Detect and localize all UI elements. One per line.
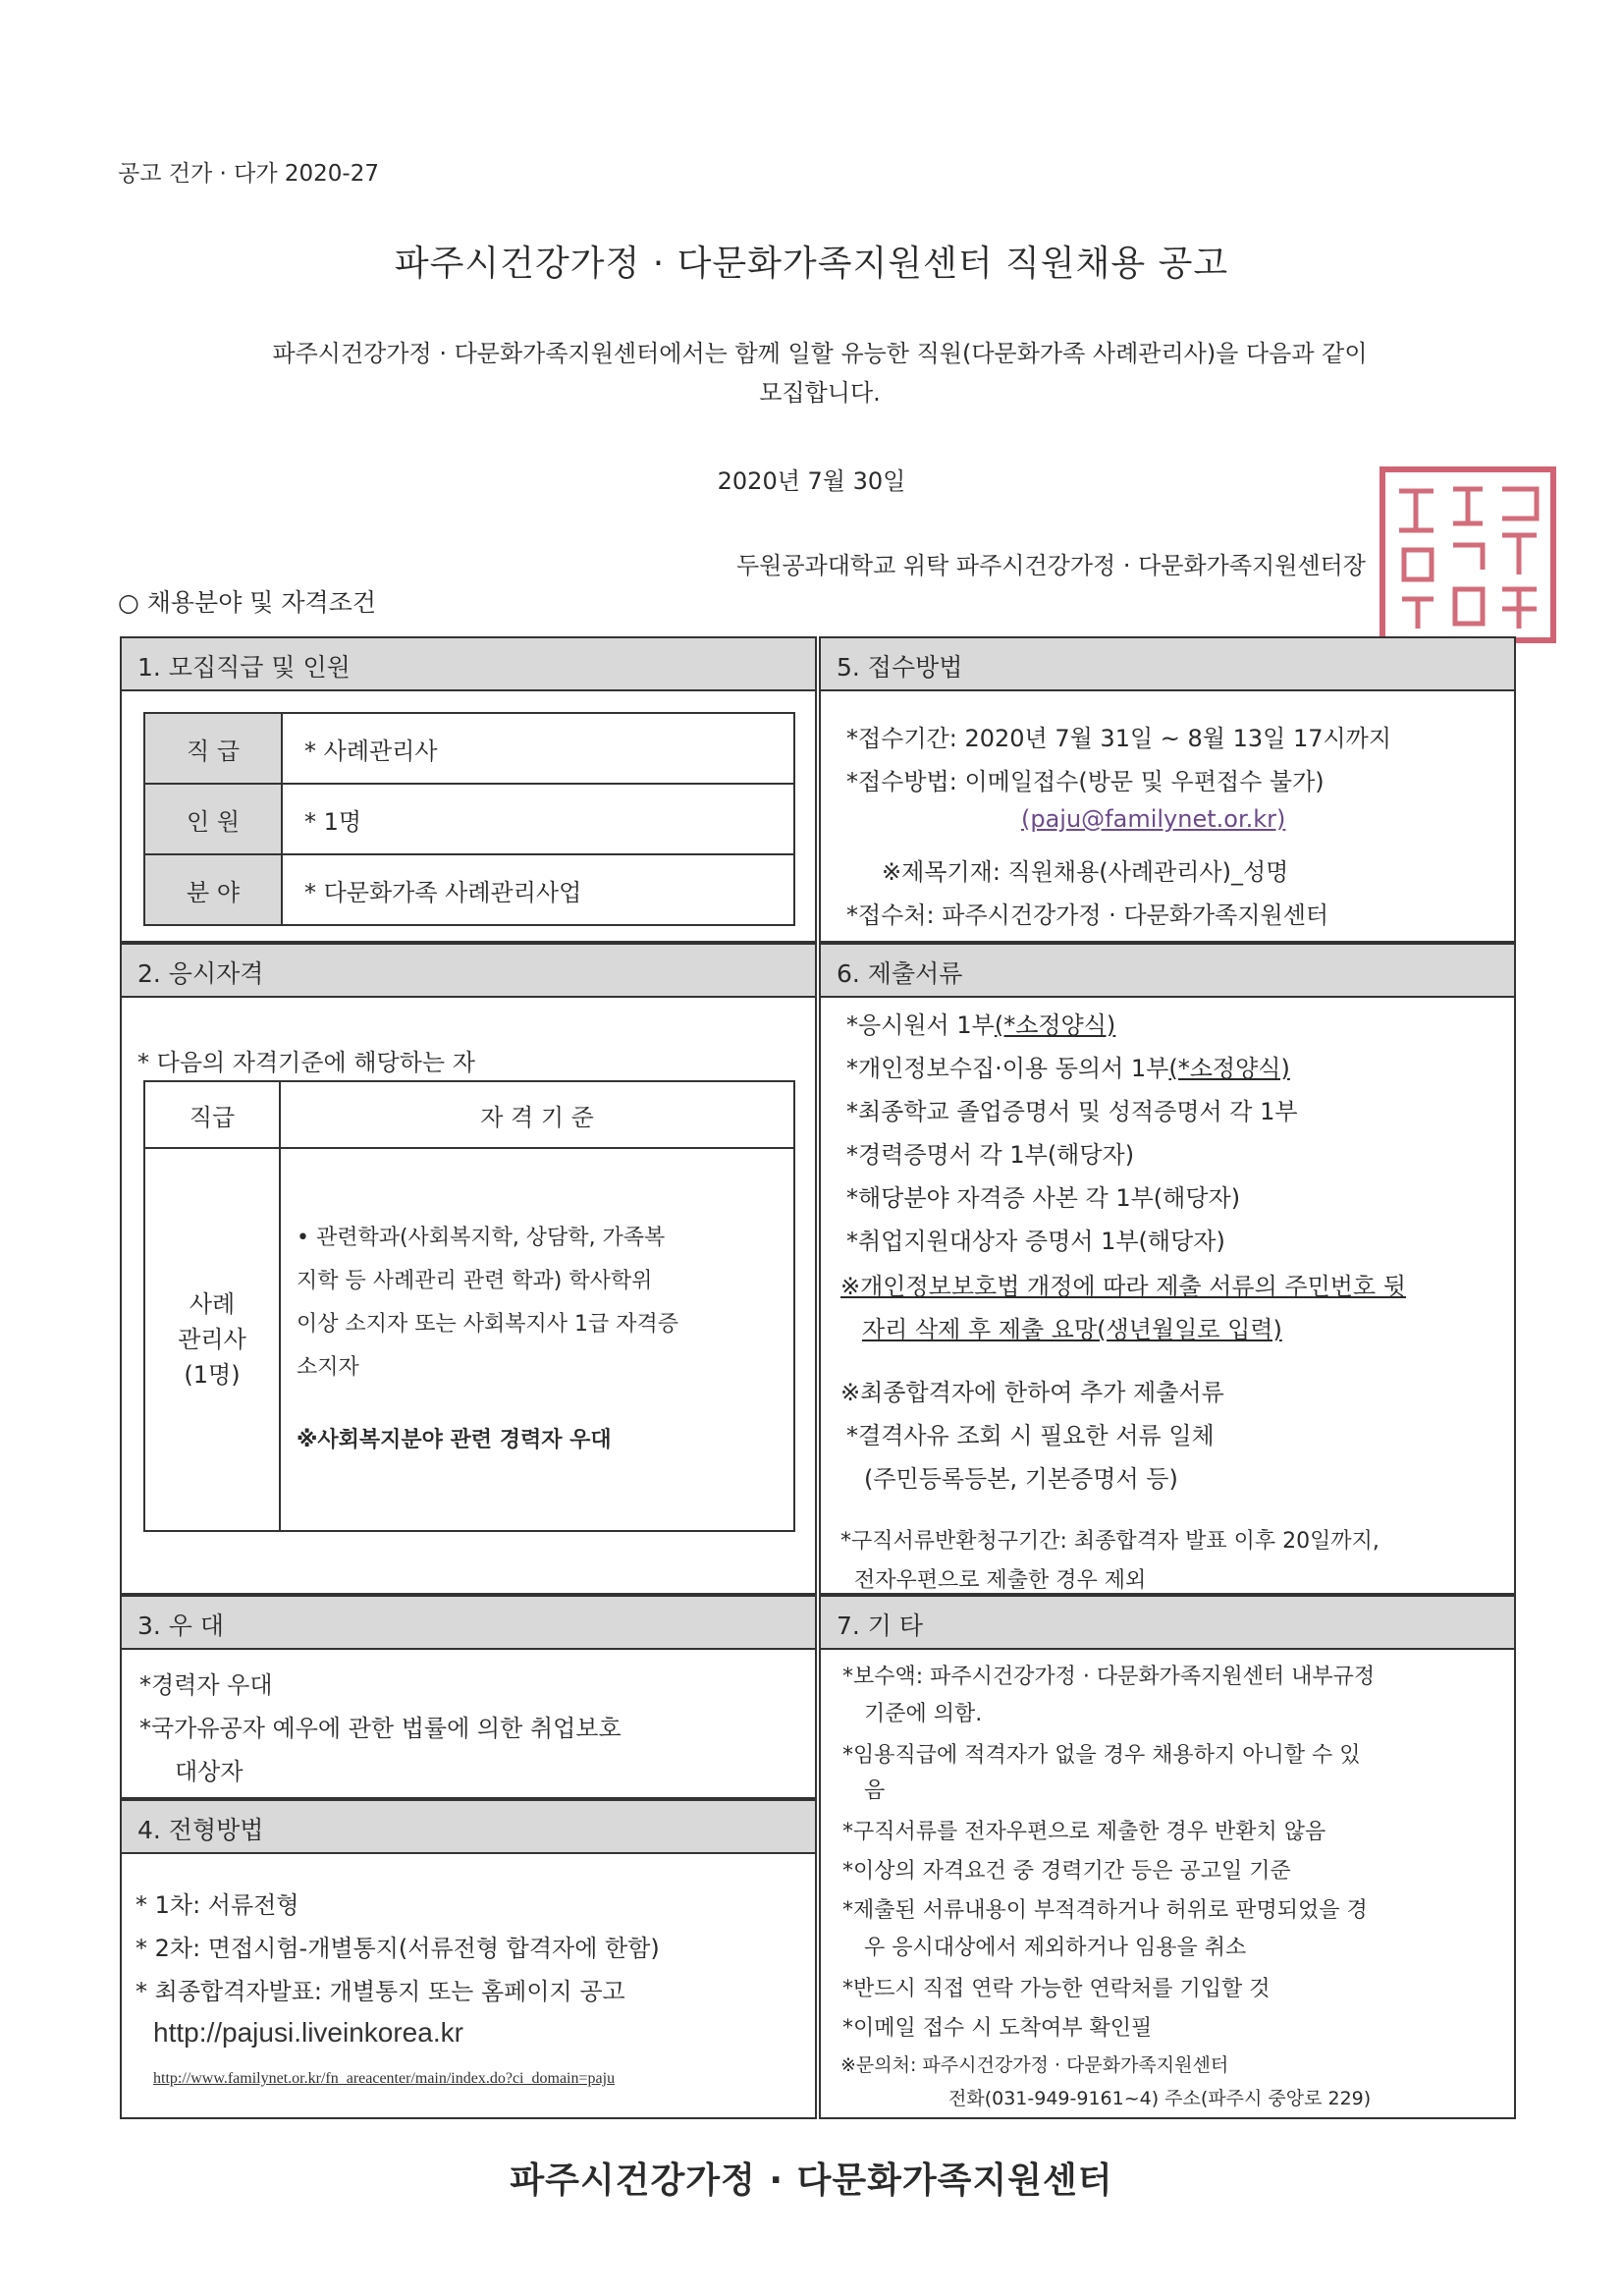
panel-title: 2. 응시자격	[122, 945, 815, 998]
doc-final-line-1: *결격사유 조회 시 필요한 서류 일체	[846, 1422, 1215, 1449]
application-email[interactable]: (paju@familynet.or.kr)	[1021, 805, 1286, 833]
panel-title: 6. 제출서류	[821, 945, 1514, 998]
footer-organization: 파주시건강가정 · 다문화가족지원센터	[510, 2160, 1113, 2201]
value-rank: * 사례관리사	[282, 713, 794, 784]
label-field: 분 야	[144, 854, 282, 925]
recruitment-table	[143, 712, 795, 926]
rank-line-1: 사례	[189, 1290, 236, 1318]
doc-form-1: (*소정양식)	[994, 1011, 1116, 1039]
intro-text	[137, 334, 1502, 412]
etc-line-9: *반드시 직접 연락 가능한 연락처를 기입할 것	[842, 1977, 1271, 2001]
doc-final-note: ※최종합격자에 한하여 추가 제출서류	[840, 1379, 1224, 1406]
label-headcount: 인 원	[144, 784, 282, 854]
etc-line-7: *제출된 서류내용이 부적격하거나 허위로 판명되었을 경	[842, 1898, 1368, 1923]
col-criteria: 자 격 기 준	[280, 1081, 794, 1148]
etc-contact-2: 전화(031-949-9161~4) 주소(파주시 중앙로 229)	[948, 2088, 1372, 2109]
rank-line-2: 관리사	[178, 1326, 246, 1353]
familynet-link[interactable]: http://www.familynet.or.kr/fn_areacenter/main/index.do?ci_domain=paju	[153, 2070, 616, 2087]
criteria-line-1: • 관련학과(사회복지학, 상담학, 가족복	[297, 1226, 666, 1250]
panel-title: 7. 기 타	[821, 1597, 1514, 1650]
label-rank: 직 급	[144, 713, 282, 784]
criteria-line-2: 지학 등 사례관리 관련 학과) 학사학위	[297, 1269, 653, 1293]
panel-title: 3. 우 대	[122, 1597, 815, 1650]
rank-line-3: (1명)	[184, 1361, 241, 1389]
issuing-organization: 두원공과대학교 위탁 파주시건강가정 · 다문화가족지원센터장	[736, 552, 1366, 579]
etc-line-3: *임용직급에 적격자가 없을 경우 채용하지 아니할 수 있	[842, 1743, 1361, 1768]
doc-line-5: *해당분야 자격증 사본 각 1부(해당자)	[846, 1184, 1241, 1212]
selection-line-1: * 1차: 서류전형	[135, 1891, 299, 1919]
application-place: *접수처: 파주시건강가정 · 다문화가족지원센터	[846, 902, 1329, 929]
panel-title: 5. 접수방법	[821, 638, 1514, 691]
etc-line-8: 우 응시대상에서 제외하거나 임용을 취소	[864, 1936, 1247, 1960]
preference-line-3: 대상자	[175, 1758, 243, 1785]
preference-line-1: *경력자 우대	[139, 1671, 273, 1699]
application-method: *접수방법: 이메일접수(방문 및 우편접수 불가)	[846, 768, 1325, 795]
criteria-note: ※사회복지분야 관련 경력자 우대	[297, 1428, 612, 1452]
preference-line-2: *국가유공자 예우에 관한 법률에 의한 취업보호	[139, 1715, 622, 1742]
qualification-lead: * 다음의 자격기준에 해당하는 자	[137, 1049, 475, 1076]
panel-title: 1. 모집직급 및 인원	[122, 638, 815, 691]
etc-contact-1: ※문의처: 파주시건강가정 · 다문화가족지원센터	[840, 2054, 1229, 2076]
etc-line-6: *이상의 자격요건 중 경력기간 등은 공고일 기준	[842, 1859, 1291, 1884]
panel-title: 4. 전형방법	[122, 1801, 815, 1854]
etc-line-2: 기준에 의함.	[864, 1702, 983, 1726]
doc-return-line-1: *구직서류반환청구기간: 최종합격자 발표 이후 20일까지,	[840, 1529, 1380, 1554]
doc-line-6: *취업지원대상자 증명서 1부(해당자)	[846, 1228, 1225, 1255]
selection-line-2: * 2차: 면접시험-개별통지(서류전형 합격자에 한함)	[135, 1935, 660, 1962]
intro-line-2: 모집합니다.	[759, 379, 881, 407]
etc-line-4: 음	[864, 1778, 886, 1803]
etc-line-10: *이메일 접수 시 도착여부 확인필	[842, 2016, 1153, 2041]
value-field: * 다문화가족 사례관리사업	[282, 854, 794, 925]
intro-line-1: 파주시건강가정 · 다문화가족지원센터에서는 함께 일할 유능한 직원(다문화가족 사례관리사)을 다음과 같이	[272, 340, 1368, 367]
etc-line-5: *구직서류를 전자우편으로 제출한 경우 반환치 않음	[842, 1820, 1326, 1844]
etc-line-1: *보수액: 파주시건강가정 · 다문화가족지원센터 내부규정	[842, 1665, 1376, 1689]
doc-return-line-2: 전자우편으로 제출한 경우 제외	[854, 1568, 1147, 1593]
doc-line-3: *최종학교 졸업증명서 및 성적증명서 각 1부	[846, 1098, 1298, 1125]
selection-line-3: * 최종합격자발표: 개별통지 또는 홈페이지 공고	[135, 1978, 625, 2005]
application-subject: ※제목기재: 직원채용(사례관리사)_성명	[882, 858, 1289, 886]
homepage-link[interactable]: http://pajusi.liveinkorea.kr	[153, 2017, 463, 2048]
criteria-line-3: 이상 소지자 또는 사회복지사 1급 자격증	[297, 1312, 678, 1337]
official-seal-icon	[1375, 462, 1561, 648]
notice-date: 2020년 7월 30일	[717, 467, 906, 495]
qualification-table	[143, 1080, 795, 1532]
doc-line-4: *경력증명서 각 1부(해당자)	[846, 1141, 1135, 1169]
doc-line-2: *개인정보수집·이용 동의서 1부	[846, 1055, 1169, 1082]
notice-number: 공고 건가 · 다가 2020-27	[118, 161, 379, 187]
section-heading: ○ 채용분야 및 자격조건	[118, 588, 377, 617]
value-headcount: * 1명	[282, 784, 794, 854]
doc-privacy-note-2: 자리 삭제 후 제출 요망(생년월일로 입력)	[862, 1316, 1282, 1343]
doc-line-1: *응시원서 1부	[846, 1011, 995, 1039]
doc-form-2: (*소정양식)	[1168, 1055, 1290, 1082]
page-title: 파주시건강가정 · 다문화가족지원센터 직원채용 공고	[394, 244, 1229, 284]
col-rank: 직급	[144, 1081, 280, 1148]
doc-privacy-note-1: ※개인정보보호법 개정에 따라 제출 서류의 주민번호 뒷	[840, 1273, 1406, 1300]
criteria-line-4: 소지자	[297, 1355, 359, 1380]
doc-final-line-2: (주민등록등본, 기본증명서 등)	[864, 1465, 1178, 1493]
application-period: *접수기간: 2020년 7월 31일 ~ 8월 13일 17시까지	[846, 725, 1392, 752]
